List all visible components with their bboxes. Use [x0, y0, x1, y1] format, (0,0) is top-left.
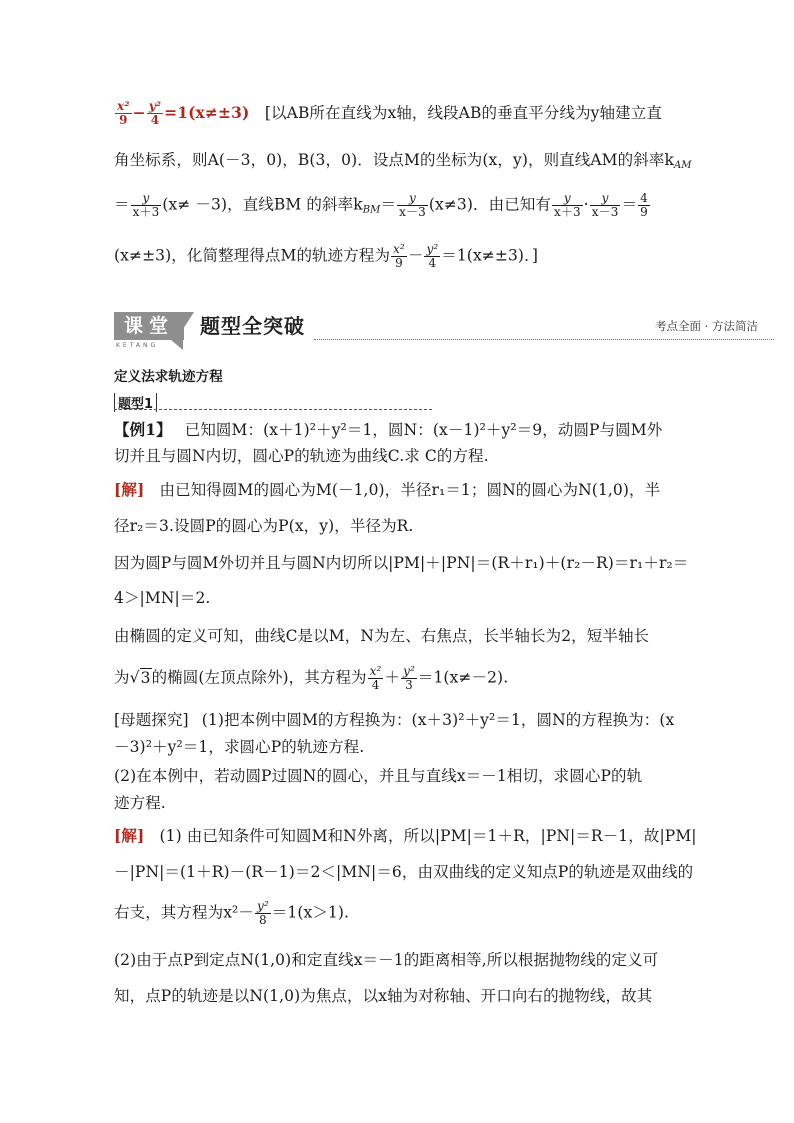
solution-label: [解]	[114, 480, 145, 499]
explore-line-1: [母题探究] (1)把本例中圆M的方程换为：(x＋3)²＋y²＝1，圆N的方程换为：(x	[114, 711, 675, 729]
explore-line-4: 迹方程.	[114, 794, 166, 812]
answer-line-2: 角坐标系，则A(－3，0)，B(3，0)．设点M的坐标为(x，y)，则直线AM的斜率$k_{AM}$	[114, 151, 692, 171]
section-heading: 定义法求轨迹方程	[114, 369, 223, 385]
banner-slogan: 考点全面 · 方法简洁	[655, 319, 758, 333]
solution2-line-2: －|PN|＝(1＋R)－(R－1)＝2＜|MN|＝6，由双曲线的定义知点P的轨迹是双曲线的	[114, 863, 694, 881]
explore-line-2: －3)²＋y²＝1，求圆心P的轨迹方程.	[114, 738, 365, 756]
solution1-line-4: 4＞|MN|＝2.	[114, 589, 211, 607]
solution2-line-1: [解] (1) 由已知条件可知圆M和N外离，所以|PM|＝1＋R，|PN|＝R－1，故|PM|	[114, 826, 697, 845]
example-line-1: 【例1】 已知圆M：(x＋1)²＋y²＝1，圆N：(x－1)²＋y²＝9，动圆P与圆M外	[114, 420, 663, 439]
example-line-2: 切并且与圆N内切，圆心P的轨迹为曲线C.求 C的方程.	[114, 447, 489, 465]
example-label: 【例1】	[114, 420, 172, 439]
answer-equation: $\frac{\text{x²}}{9}$ − $\frac{\text{y²}}{4}$ =1(x≠±3)	[117, 99, 250, 127]
explore-label: [母题探究]	[114, 711, 189, 729]
solution1-line-3: 因为圆P与圆M外切并且与圆N内切所以|PM|＋|PN|＝(R＋r₁)＋(r₂－R)＝r₁＋r₂＝	[114, 554, 689, 572]
solution1-line-1: [解] 由已知得圆M的圆心为M(－1,0)，半径r₁＝1；圆N的圆心为N(1,0)，半	[114, 480, 661, 499]
answer-line-4: (x≠±3)，化简整理得点M的轨迹方程为 $\frac{\text{x²}}{9}$ － $\frac{\text{y²}}{4}$ ＝1(x≠±3)．]	[114, 242, 539, 270]
solution1-line-2: 径r₂＝3.设圆P的圆心为P(x，y)，半径为R.	[114, 517, 414, 535]
banner-sublabel: KETANG	[116, 342, 159, 349]
solution1-line-6: 为√3的椭圆(左顶点除外)，其方程为 $\frac{\text{x²}}{4}$ ＋ $\frac{\text{y²}}{3}$ ＝1(x≠－2).	[114, 664, 509, 692]
banner-title: 题型全突破	[200, 314, 305, 338]
answer-line-1: $\frac{\text{x²}}{9}$ − $\frac{\text{y²}}{4}$ =1(x≠±3) [以AB所在直线为x轴，线段AB的垂直平分线为y轴建立直	[114, 100, 684, 127]
solution1-line-5: 由椭圆的定义可知，曲线C是以M，N为左、右焦点，长半轴长为2，短半轴长	[114, 627, 650, 645]
dashed-divider	[114, 409, 432, 410]
solution2-line-4: (2)由于点P到定点N(1,0)和定直线x＝－1的距离相等,所以根据抛物线的定义可	[114, 951, 659, 969]
banner-label: 课堂	[114, 312, 184, 340]
banner-divider	[314, 339, 774, 340]
solution2-line-5: 知，点P的轨迹是以N(1,0)为焦点，以x轴为对称轴、开口向右的抛物线，故其	[114, 987, 653, 1005]
solution2-line-3: 右支，其方程为x²－ $\frac{\text{y²}}{8}$ ＝1(x＞1).	[114, 899, 350, 927]
explore-line-3: (2)在本例中，若动圆P过圆N的圆心，并且与直线x＝－1相切，求圆心P的轨	[114, 767, 643, 785]
question-type-tag: 题型1	[114, 393, 157, 412]
section-banner	[114, 312, 774, 352]
solution-label-2: [解]	[114, 826, 145, 845]
answer-line-3: ＝ $\frac{y}{x+3}$ (x≠ －3)，直线BM 的斜率$k_{BM}=$ $\frac{y}{x-3}$ (x≠3)．由已知有 $\frac{y}{x+3}$ · $\frac{y}{x-3}$ ＝ $\frac{4}{9}$	[114, 191, 648, 219]
